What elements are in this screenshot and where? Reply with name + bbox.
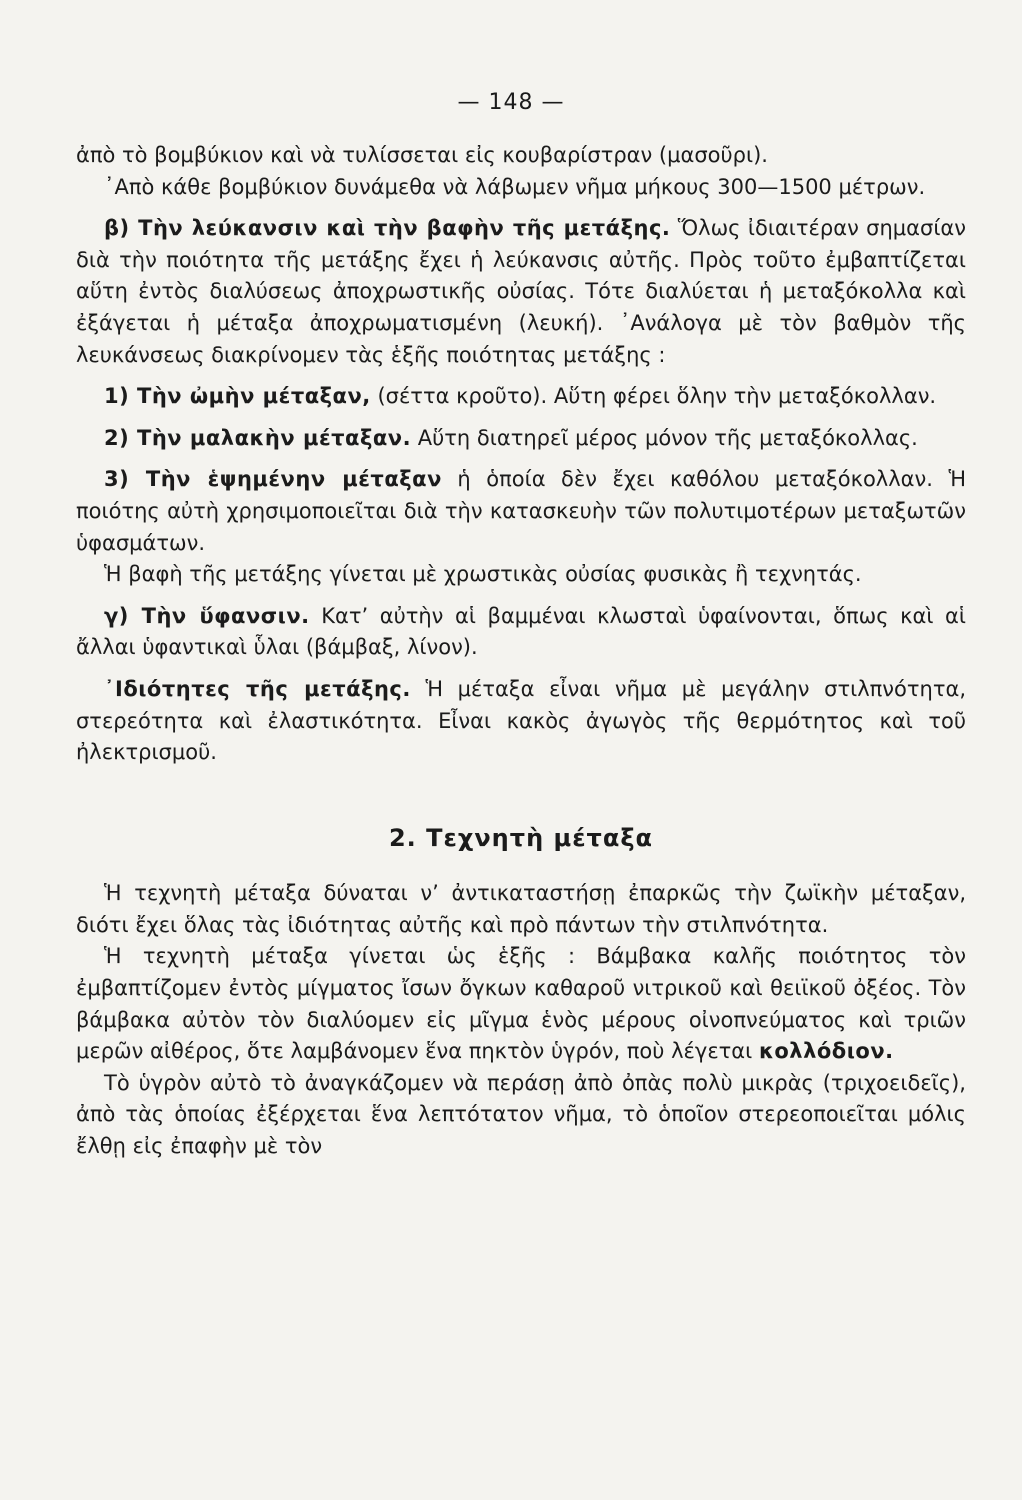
raw-silk-heading: 1) Τὴν ὠμὴν μέταξαν, — [104, 384, 371, 409]
paragraph-continuation: ἀπὸ τὸ βομβύκιον καὶ νὰ τυλίσσεται εἰς κουβαρίστραν (μασοῦρι). — [76, 143, 768, 167]
paragraph-artificial-silk-process: Ἡ τεχνητὴ μέταξα γίνεται ὡς ἑξῆς : Βάμβακα καλῆς ποιότητος τὸν ἐμβαπτίζομεν ἐντὸς μίγματος ἴσων ὄγκων καθαροῦ νιτρικοῦ καὶ θειϊκοῦ ὀξέος. Τὸν βάμβακα αὐτὸν τὸν διαλύομεν εἰς μῖγμα ἑνὸς μέρους οἰνοπνεύματος καὶ τριῶν μερῶν αἰθέρος, ὅτε λαμβάνομεν ἕνα πηκτὸν ὑγρόν, ποὺ λέγεται κολλόδιον. — [76, 944, 966, 1064]
paragraph-raw-silk: 1) Τὴν ὠμὴν μέταξαν, (σέττα κροῦτο). Αὕτη φέρει ὅλην τὴν μεταξόκολλαν. — [104, 384, 937, 409]
paragraph-artificial-silk-thread: Τὸ ὑγρὸν αὐτὸ τὸ ἀναγκάζομεν νὰ περάσῃ ἀπὸ ὀπὰς πολὺ μικρὰς (τριχοειδεῖς), ἀπὸ τὰς ὁποίας ἐξέρχεται ἕνα λεπτότατον νῆμα, τὸ ὁποῖον στερεοποιεῖται μόλις ἔλθῃ εἰς ἐπαφὴν μὲ τὸν — [76, 1070, 966, 1159]
paragraph-properties: ᾿Ιδιότητες τῆς μετάξης. Ἡ μέταξα εἶναι νῆμα μὲ μεγάλην στιλπνότητα, στερεότητα καὶ ἐλαστικότητα. Εἶναι κακὸς ἀγωγὸς τῆς θερμότητος καὶ τοῦ ἠλεκτρισμοῦ. — [76, 676, 967, 765]
soft-silk-heading: 2) Τὴν μαλακὴν μέταξαν. — [104, 425, 412, 450]
paragraph-boiled-silk: 3) Τὴν ἑψημένην μέταξαν ἡ ὁποία δὲν ἔχει καθόλου μεταξόκολλαν. Ἡ ποιότης αὐτὴ χρησιμοποιεῖται διὰ τὴν κατασκευὴν τῶν πολυτιμοτέρων μεταξωτῶν ὑφασμάτων. — [76, 467, 966, 555]
paragraph-bleaching: β) Τὴν λεύκανσιν καὶ τὴν βαφὴν τῆς μετάξης. Ὅλως ἰδιαιτέραν σημασίαν διὰ τὴν ποιότητα τῆς μετάξης ἔχει ἡ λεύκανσις αὐτῆς. Πρὸς τοῦτο ἐμβαπτίζεται αὕτη ἐντὸς διαλύσεως ἀποχρωστικῆς οὐσίας. Τότε διαλύεται ἡ μεταξόκολλα καὶ ἐξάγεται ἡ μέταξα ἀποχρωματισμένη (λευκή). ᾿Ανάλογα μὲ τὸν βαθμὸν τῆς λευκάνσεως διακρίνομεν τὰς ἑξῆς ποιότητας μετάξης : — [76, 216, 966, 367]
section-heading: 2. Τεχνητὴ μέταξα — [388, 823, 654, 852]
properties-heading: ᾿Ιδιότητες τῆς μετάξης. — [104, 676, 411, 701]
paragraph-thread-length: ᾿Απὸ κάθε βομβύκιον δυνάμεθα νὰ λάβωμεν νῆμα μήκους 300—1500 μέτρων. — [104, 174, 926, 199]
paragraph-weaving: γ) Τὴν ὕφανσιν. Κατ’ αὐτὴν αἱ βαμμέναι κλωσταὶ ὑφαίνονται, ὅπως καὶ αἱ ἄλλαι ὑφαντικαὶ ὗλαι (βάμβαξ, λίνον). — [76, 603, 966, 660]
paragraph-artificial-silk-intro: Ἡ τεχνητὴ μέταξα δύναται ν’ ἀντικαταστήσῃ ἐπαρκῶς τὴν ζωϊκὴν μέταξαν, διότι ἔχει ὅλας τὰς ἰδιότητας αὐτῆς καὶ πρὸ πάντων τὴν στιλπνότητα. — [76, 881, 966, 937]
page-body — [76, 140, 966, 1163]
collodion-term: κολλόδιον. — [758, 1039, 894, 1064]
bleaching-heading: β) Τὴν λεύκανσιν καὶ τὴν βαφὴν τῆς μετάξης. — [104, 216, 671, 241]
paragraph-soft-silk: 2) Τὴν μαλακὴν μέταξαν. Αὕτη διατηρεῖ μέρος μόνον τῆς μεταξόκολλας. — [104, 425, 918, 450]
page-number: — 148 — — [457, 90, 565, 115]
boiled-silk-heading: 3) Τὴν ἑψημένην μέταξαν — [104, 467, 442, 492]
weaving-heading: γ) Τὴν ὕφανσιν. — [104, 603, 310, 628]
paragraph-dyeing: Ἡ βαφὴ τῆς μετάξης γίνεται μὲ χρωστικὰς οὐσίας φυσικὰς ἢ τεχνητάς. — [104, 562, 862, 587]
